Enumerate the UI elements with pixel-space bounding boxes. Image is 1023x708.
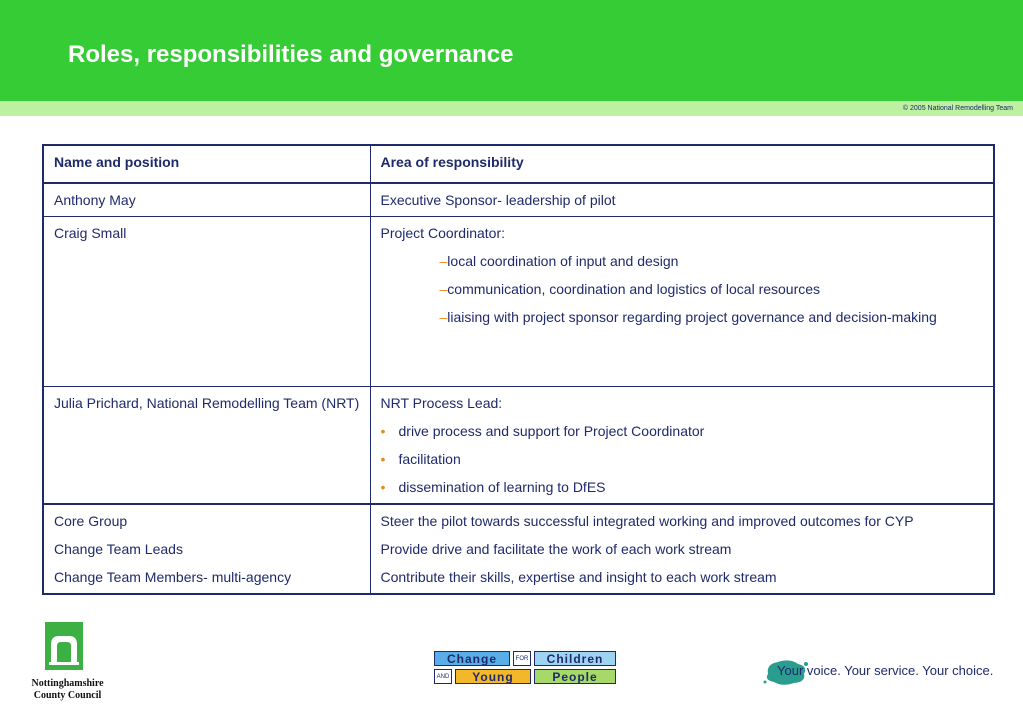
roles-table [42, 144, 995, 595]
list-item: • facilitation [380, 451, 461, 467]
bullet-marker: • [380, 423, 386, 439]
list-item: • drive process and support for Project Coordinator [380, 423, 705, 439]
header-bar [0, 0, 1023, 101]
group-responsibility: Steer the pilot towards successful integrated working and improved outcomes for CYP [380, 513, 914, 529]
column-header-name: Name and position [43, 145, 370, 183]
table-row [43, 504, 994, 594]
page-title: Roles, responsibilities and governance [68, 41, 514, 68]
group-names-cell [43, 504, 370, 594]
cfc-young: Young [455, 669, 531, 684]
group-responsibility: Provide drive and facilitate the work of each work stream [380, 541, 732, 557]
list-item: –local coordination of input and design [439, 253, 679, 269]
row-responsibility-cell [370, 387, 994, 505]
cfc-people: People [534, 669, 616, 684]
group-name: Change Team Members- multi-agency [54, 569, 292, 585]
dash-marker: – [439, 253, 448, 269]
row-responsibility-cell [370, 217, 994, 387]
group-responsibilities-cell [370, 504, 994, 594]
group-responsibility: Contribute their skills, expertise and insight to each work stream [380, 569, 777, 585]
dash-marker: – [439, 281, 448, 297]
table-header-row [43, 145, 994, 183]
tagline-logo [762, 656, 1012, 688]
bullet-marker: • [380, 451, 386, 467]
tagline-text: Your voice. Your service. Your choice. [777, 663, 994, 678]
cfc-children: Children [534, 651, 616, 666]
row-name: Julia Prichard, National Remodelling Team (NRT) [43, 387, 370, 505]
cfc-for: FOR [513, 651, 531, 666]
row-responsibility: NRT Process Lead: [380, 395, 503, 411]
list-item: –liaising with project sponsor regarding project governance and decision-making [439, 309, 937, 325]
cfc-and: AND [434, 669, 452, 684]
cfc-change: Change [434, 651, 510, 666]
council-emblem-icon [45, 622, 83, 670]
table-row [43, 183, 994, 217]
table-row [43, 217, 994, 387]
header-strip [0, 101, 1023, 116]
row-responsibility: Project Coordinator: [380, 225, 506, 241]
group-name: Change Team Leads [54, 541, 183, 557]
table-row [43, 387, 994, 505]
group-name: Core Group [54, 513, 128, 529]
column-header-responsibility: Area of responsibility [370, 145, 994, 183]
list-item: • dissemination of learning to DfES [380, 479, 606, 495]
row-name: Anthony May [43, 183, 370, 217]
bullet-marker: • [380, 479, 386, 495]
list-item: –communication, coordination and logistics of local resources [439, 281, 821, 297]
dash-marker: – [439, 309, 448, 325]
footer [0, 608, 1023, 708]
row-name: Craig Small [43, 217, 370, 387]
council-name: Nottinghamshire County Council [31, 678, 104, 701]
copyright-text: © 2005 National Remodelling Team [902, 105, 1013, 112]
row-responsibility: Executive Sponsor- leadership of pilot [370, 183, 994, 217]
change-for-children-logo [434, 651, 617, 685]
